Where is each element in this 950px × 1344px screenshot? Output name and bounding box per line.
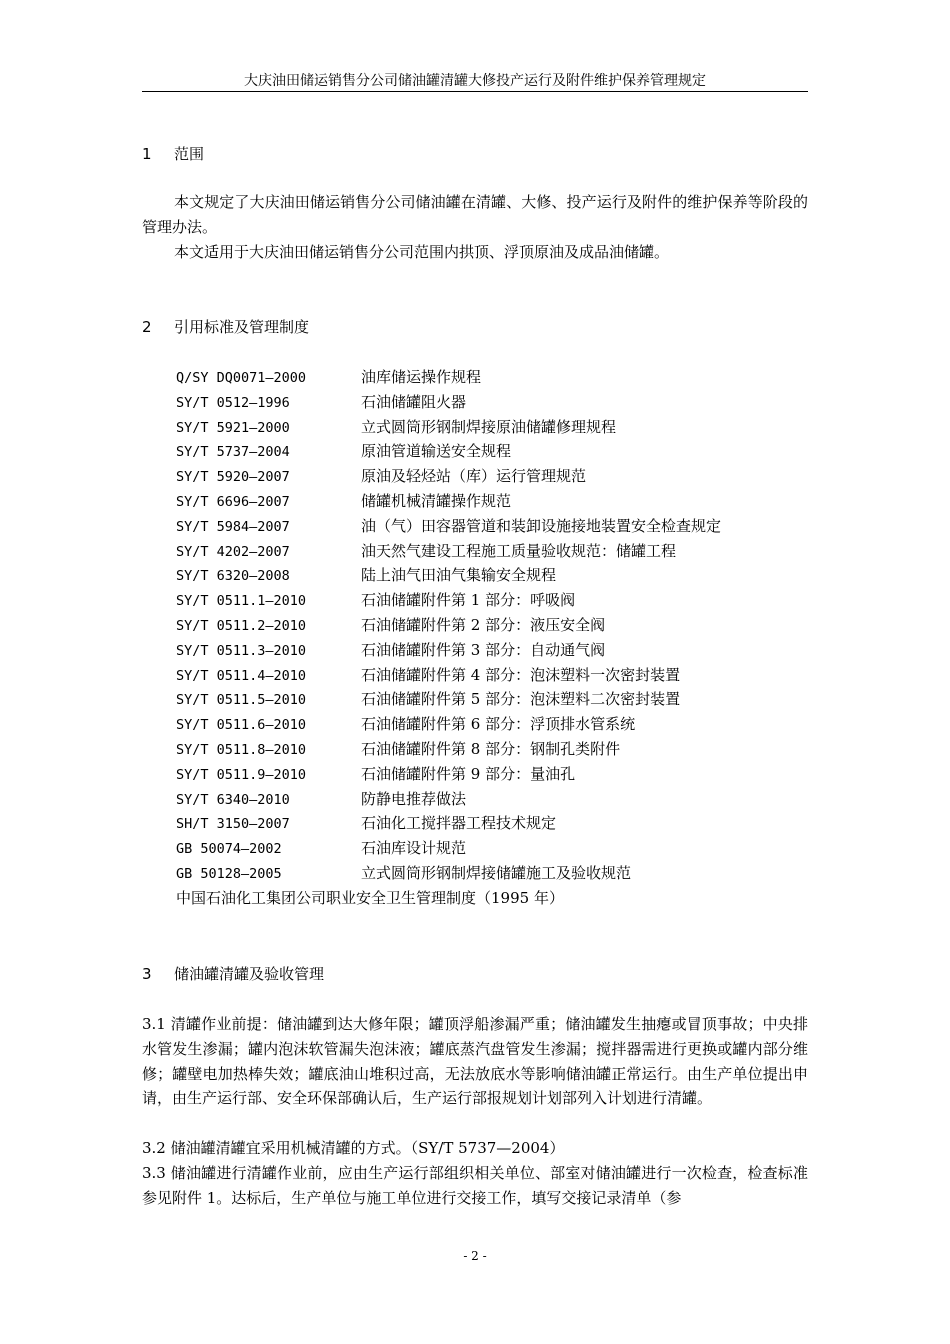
- reference-title: 石油储罐附件第 2 部分：液压安全阀: [361, 615, 606, 634]
- reference-item: [176, 613, 721, 638]
- section-title: 储油罐清罐及验收管理: [174, 965, 325, 983]
- reference-item-extra: 中国石油化工集团公司职业安全卫生管理制度（1995 年）: [176, 888, 564, 907]
- section-1-heading: [142, 144, 204, 164]
- reference-code: SY/T 0511.9—2010: [176, 766, 307, 783]
- reference-title: 防静电推荐做法: [361, 789, 467, 808]
- reference-code: SY/T 5984—2007: [176, 518, 290, 535]
- reference-item: [176, 489, 721, 514]
- reference-item: [176, 464, 721, 489]
- reference-list: [176, 365, 721, 911]
- section-3-paragraph: 3.2 储油罐清罐宜采用机械清罐的方式。（SY/T 5737—2004）: [142, 1139, 565, 1157]
- section-1-paragraph: 本文适用于大庆油田储运销售分公司范围内拱顶、浮顶原油及成品油储罐。: [174, 243, 670, 261]
- reference-code: SY/T 5921—2000: [176, 419, 290, 436]
- reference-code: SY/T 0511.4—2010: [176, 667, 307, 684]
- reference-code: SH/T 3150—2007: [176, 816, 290, 833]
- page-number: - 2 -: [463, 1249, 487, 1263]
- reference-code: SY/T 0511.1—2010: [176, 593, 307, 610]
- section-number: 1: [142, 145, 152, 163]
- reference-code: Q/SY DQ0071—2000: [176, 370, 307, 386]
- header-rule: [142, 91, 808, 92]
- reference-title: 立式圆筒形钢制焊接原油储罐修理规程: [361, 417, 617, 436]
- reference-item: [176, 439, 721, 464]
- reference-item: [176, 390, 721, 415]
- reference-title: 石油储罐阻火器: [361, 392, 467, 411]
- reference-code: SY/T 0512—1996: [176, 394, 290, 411]
- section-3-paragraph: 3.1 清罐作业前提：储油罐到达大修年限；罐顶浮船渗漏严重；储油罐发生抽瘪或冒顶事故；中央排水管发生渗漏；罐内泡沫软管漏失泡沫液；罐底蒸汽盘管发生渗漏；搅拌器需进行更换或罐内部分维修；罐壁电加热棒失效；罐底油山堆积过高，无法放底水等影响储油罐正常运行。由生产单位提出申请，由生产运行部、安全环保部确认后，生产运行部报规划计划部列入计划进行清罐。: [142, 1015, 808, 1108]
- reference-title: 石油储罐附件第 5 部分：泡沫塑料二次密封装置: [361, 690, 681, 709]
- reference-item: [176, 811, 721, 836]
- reference-code: SY/T 0511.5—2010: [176, 692, 307, 709]
- reference-item: [176, 415, 721, 440]
- reference-title: 立式圆筒形钢制焊接储罐施工及验收规范: [361, 863, 632, 882]
- running-header: 大庆油田储运销售分公司储油罐清罐大修投产运行及附件维护保养管理规定: [244, 73, 706, 89]
- reference-item: [176, 365, 721, 390]
- reference-code: SY/T 0511.2—2010: [176, 617, 307, 634]
- reference-item: [176, 588, 721, 613]
- reference-title: 陆上油气田油气集输安全规程: [361, 566, 557, 585]
- reference-item: [176, 737, 721, 762]
- section-title: 引用标准及管理制度: [174, 318, 310, 336]
- reference-code: SY/T 6320—2008: [176, 568, 290, 585]
- reference-code: SY/T 4202—2007: [176, 543, 290, 560]
- reference-title: 油库储运操作规程: [361, 368, 482, 386]
- reference-title: 石油库设计规范: [361, 839, 467, 858]
- reference-title: 石油储罐附件第 6 部分：浮顶排水管系统: [361, 715, 636, 734]
- reference-item: [176, 539, 721, 564]
- reference-item: [176, 687, 721, 712]
- section-3-paragraph: 3.3 储油罐进行清罐作业前，应由生产运行部组织相关单位、部室对储油罐进行一次检查，检查标准参见附件 1。达标后，生产单位与施工单位进行交接工作，填写交接记录清单（参: [142, 1164, 808, 1207]
- section-3-heading: [142, 964, 324, 984]
- reference-code: GB 50128—2005: [176, 865, 282, 882]
- reference-code: GB 50074—2002: [176, 841, 282, 858]
- reference-title: 石油储罐附件第 1 部分：呼吸阀: [361, 591, 576, 610]
- section-2-heading: [142, 317, 309, 337]
- reference-item: [176, 514, 721, 539]
- reference-code: SY/T 5737—2004: [176, 444, 290, 461]
- reference-item: [176, 836, 721, 861]
- reference-title: 石油化工搅拌器工程技术规定: [361, 814, 557, 833]
- reference-title: 油天然气建设工程施工质量验收规范：储罐工程: [361, 541, 677, 560]
- reference-item: [176, 861, 721, 886]
- reference-item: [176, 638, 721, 663]
- section-1-paragraph: 本文规定了大庆油田储运销售分公司储油罐在清罐、大修、投产运行及附件的维护保养等阶段的管理办法。: [142, 193, 808, 236]
- section-number: 2: [142, 318, 152, 336]
- reference-code: SY/T 6696—2007: [176, 493, 290, 510]
- reference-item: [176, 663, 721, 688]
- reference-title: 原油管道输送安全规程: [361, 442, 512, 461]
- section-title: 范围: [174, 145, 205, 163]
- reference-item: [176, 787, 721, 812]
- reference-code: SY/T 6340—2010: [176, 791, 290, 808]
- reference-title: 石油储罐附件第 9 部分：量油孔: [361, 764, 576, 783]
- reference-title: 石油储罐附件第 8 部分：钢制孔类附件: [361, 739, 621, 758]
- reference-title: 储罐机械清罐操作规范: [361, 491, 512, 510]
- reference-code: SY/T 0511.3—2010: [176, 642, 307, 659]
- reference-title: 原油及轻烃站（库）运行管理规范: [361, 467, 587, 486]
- reference-code: SY/T 0511.8—2010: [176, 741, 307, 758]
- reference-code: SY/T 0511.6—2010: [176, 717, 307, 734]
- reference-item: [176, 563, 721, 588]
- section-number: 3: [142, 965, 152, 983]
- reference-title: 石油储罐附件第 3 部分：自动通气阀: [361, 640, 606, 659]
- reference-code: SY/T 5920—2007: [176, 469, 290, 486]
- reference-title: 油（气）田容器管道和装卸设施接地装置安全检查规定: [361, 516, 722, 535]
- reference-item: [176, 762, 721, 787]
- reference-item: [176, 712, 721, 737]
- reference-title: 石油储罐附件第 4 部分：泡沫塑料一次密封装置: [361, 665, 681, 684]
